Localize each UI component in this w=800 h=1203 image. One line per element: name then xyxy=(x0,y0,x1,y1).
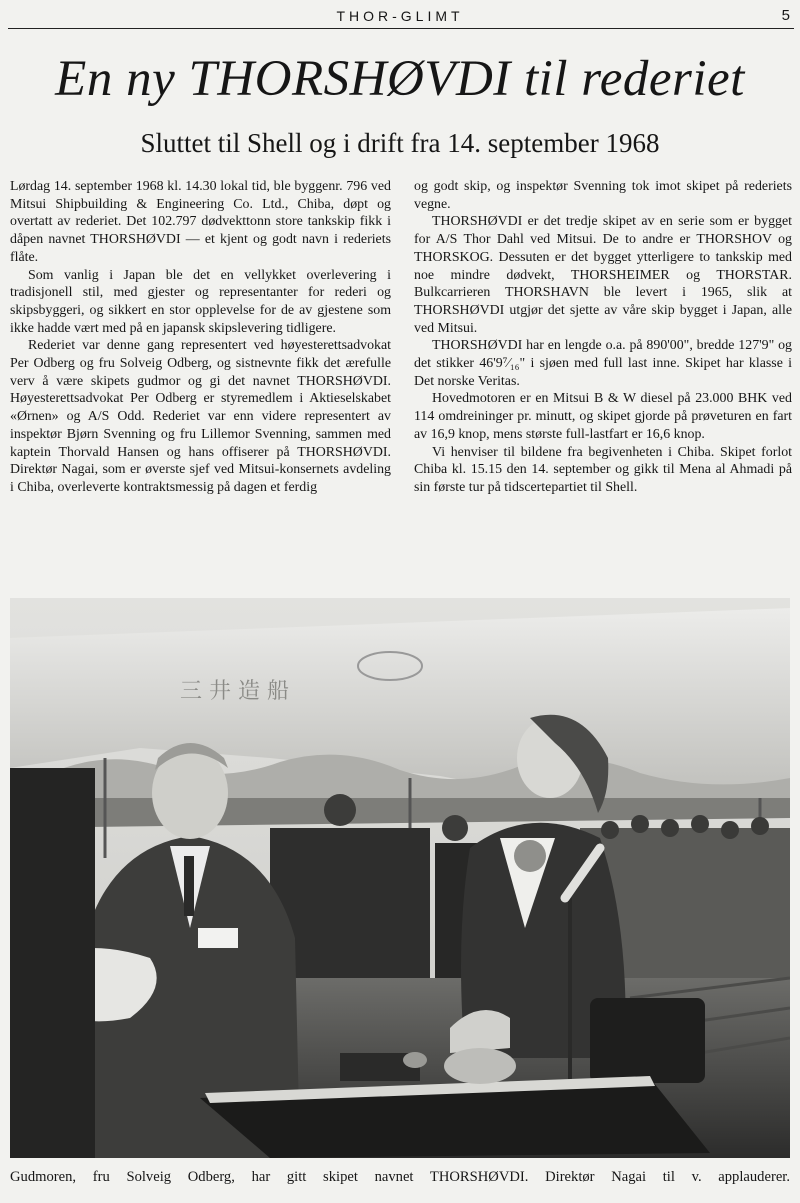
photo-caption: Gudmoren, fru Solveig Odberg, har gitt skipet navnet THORSHØVDI. Direktør Nagai til v. applauderer. xyxy=(10,1169,790,1185)
article-right-column xyxy=(414,178,792,497)
paragraph: Rederiet var denne gang representert ved høyesterettsadvokat Per Odberg og fru Solveig Odberg, og sistnevnte fikk det ærefulle verv å være skipets gudmor og gi det navnet THORSHØVDI. Høyesterettsadvokat Per Odberg er styremedlem i Aktieselskabet «Ørnen» og A/S Odd. Rederiet var enn videre representert av inspektør Bjørn Svenning og fru Lillemor Svenning, sammen med kaptein Thorvald Hansen og hans offiserer på THORSHØVDI. Direktør Nagai, som er øverste sjef ved Mitsui-konsernets avdeling i Chiba, overleverte kontraktsmessig på dagen et ferdig xyxy=(10,338,391,495)
article-subheadline: Sluttet til Shell og i drift fra 14. september 1968 xyxy=(140,128,660,158)
left-figure xyxy=(10,768,95,1158)
paragraph: Hovedmotoren er en Mitsui B & W diesel på 23.000 BHK ved 114 omdreininger pr. minutt, og skipet gjorde på prøveturen en fart av 16,9 knop, mens største full-lastfart er 16,6 knop. xyxy=(414,391,792,442)
paragraph: THORSHØVDI har en lengde o.a. på 890'00", bredde 127'9" og det stikker 46'9⁷⁄₁₆" i sjøen med full last inne. Skipet har klasse i Det norske Veritas. xyxy=(414,338,792,389)
magazine-name: THOR-GLIMT xyxy=(336,8,464,24)
paragraph: THORSHØVDI er det tredje skipet av en serie som er bygget for A/S Thor Dahl ved Mitsui. De to andre er THORSHOV og THORSKOG. Dessuten er det bygget ytterligere to tankskip med noe mindre dødvekt, THORSHEIMER og THORSTAR. Bulkcarrieren THORSHAVN ble levert i 1965, slik at THORSHØVDI utgjør det sjette av våre skip bygget i Japan, alle ved Mitsui. xyxy=(414,214,792,336)
tent-canopy xyxy=(10,608,790,828)
article-headline: En ny THORSHØVDI til rederiet xyxy=(55,51,745,107)
paragraph: og godt skip, og inspektør Svenning tok imot skipet på rederiets vegne. xyxy=(414,179,792,212)
running-head xyxy=(0,0,800,30)
svg-text:三 井 造 船: 三 井 造 船 xyxy=(180,679,289,704)
article-left-column xyxy=(10,178,391,497)
paragraph: Vi henviser til bildene fra begivenheten i Chiba. Skipet forlot Chiba kl. 15.15 den 14. september og gikk til Mena al Ahmadi på sin første tur på tidscertepartiet til Shell. xyxy=(414,444,792,495)
handbag xyxy=(590,998,705,1083)
header-rule xyxy=(8,28,794,29)
page-number: 5 xyxy=(781,7,790,24)
paragraph: Som vanlig i Japan ble det en vellykket overlevering i tradisjonell stil, med gjester og representanter for rederi og skipsbyggeri, og sikkert en stor opplevelse for de av gjestene som ikke hadde vært med på en japansk skipslevering tidligere. xyxy=(10,267,391,336)
paragraph: Lørdag 14. september 1968 kl. 14.30 lokal tid, ble byggenr. 796 ved Mitsui Shipbuilding & Engineering Co. Ltd., Chiba, døpt og overtatt av rederiet. Det 102.797 dødvekttonn store tankskip fikk i dåpen navnet THORSHØVDI — et kjent og godt navn i rederiets flåte. xyxy=(10,179,391,265)
ceremony-photo xyxy=(10,598,790,1158)
